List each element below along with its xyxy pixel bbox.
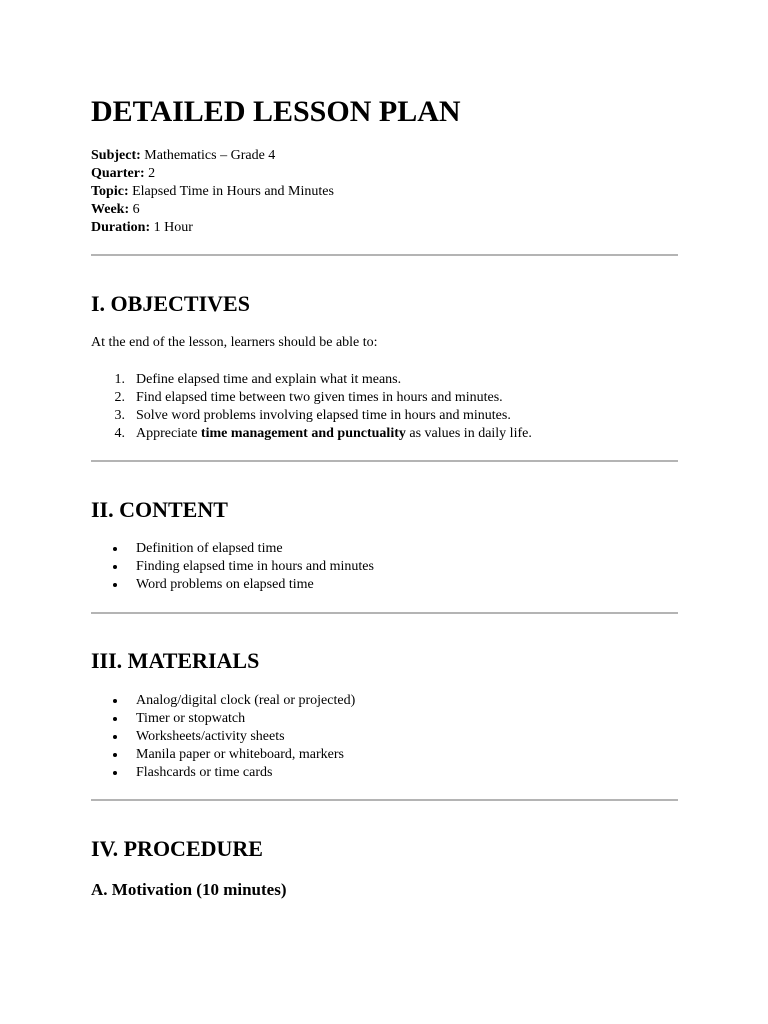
list-item [91, 425, 532, 443]
motivation-subheading: A. Motivation (10 minutes) [91, 880, 287, 899]
procedure-heading: IV. PROCEDURE [91, 836, 263, 861]
objectives-intro: At the end of the lesson, learners should be able to: [91, 335, 378, 350]
horizontal-divider [91, 460, 678, 462]
list-number: 3. [114, 408, 125, 423]
objective-text-pre: Appreciate [136, 426, 201, 441]
list-item [91, 389, 532, 407]
bullet-icon [113, 565, 117, 569]
meta-label: Week: [91, 202, 130, 217]
list-item [91, 710, 355, 728]
horizontal-divider [91, 799, 678, 801]
objectives-list [91, 371, 532, 443]
list-item [91, 728, 355, 746]
objective-text: Define elapsed time and explain what it means. [136, 372, 402, 387]
bullet-icon [113, 699, 117, 703]
list-item [91, 764, 355, 782]
list-item [91, 407, 532, 425]
lesson-info [91, 147, 334, 237]
list-item [91, 746, 355, 764]
list-number: 2. [114, 390, 125, 405]
list-item [91, 692, 355, 710]
meta-topic [91, 183, 334, 201]
objective-text: Solve word problems involving elapsed time in hours and minutes. [136, 408, 511, 423]
document-title: DETAILED LESSON PLAN [91, 95, 461, 128]
bullet-icon [113, 583, 117, 587]
objective-text: Find elapsed time between two given times in hours and minutes. [136, 390, 503, 405]
objectives-heading: I. OBJECTIVES [91, 291, 250, 316]
content-heading: II. CONTENT [91, 497, 228, 522]
meta-duration [91, 219, 334, 237]
list-number: 1. [114, 372, 125, 387]
material-item-text: Analog/digital clock (real or projected) [136, 693, 356, 708]
bullet-icon [113, 735, 117, 739]
content-item-text: Definition of elapsed time [136, 541, 283, 556]
meta-value: 6 [132, 202, 140, 217]
bullet-icon [113, 547, 117, 551]
meta-label: Topic: [91, 184, 129, 199]
materials-heading: III. MATERIALS [91, 648, 260, 673]
meta-label: Subject: [91, 148, 141, 163]
material-item-text: Worksheets/activity sheets [136, 729, 285, 744]
meta-week [91, 201, 334, 219]
meta-subject [91, 147, 334, 165]
horizontal-divider [91, 254, 678, 256]
bullet-icon [113, 753, 117, 757]
objective-text-post: as values in daily life. [405, 426, 532, 441]
content-list [91, 540, 374, 594]
list-item [91, 371, 532, 389]
list-number: 4. [114, 426, 125, 441]
list-item [91, 576, 374, 594]
objective-text-bold: time management and punctuality [200, 426, 406, 441]
material-item-text: Timer or stopwatch [136, 711, 246, 726]
list-item [91, 558, 374, 576]
material-item-text: Manila paper or whiteboard, markers [136, 747, 344, 762]
content-item-text: Finding elapsed time in hours and minutes [136, 559, 374, 574]
materials-list [91, 692, 355, 782]
material-item-text: Flashcards or time cards [136, 765, 273, 780]
meta-label: Quarter: [91, 166, 145, 181]
content-item-text: Word problems on elapsed time [136, 577, 314, 592]
meta-value: 1 Hour [153, 220, 193, 235]
bullet-icon [113, 771, 117, 775]
list-item [91, 540, 374, 558]
bullet-icon [113, 717, 117, 721]
horizontal-divider [91, 612, 678, 614]
meta-value: Mathematics – Grade 4 [144, 148, 276, 163]
meta-label: Duration: [91, 220, 151, 235]
meta-quarter [91, 165, 334, 183]
meta-value: Elapsed Time in Hours and Minutes [132, 184, 334, 199]
meta-value: 2 [148, 166, 156, 181]
